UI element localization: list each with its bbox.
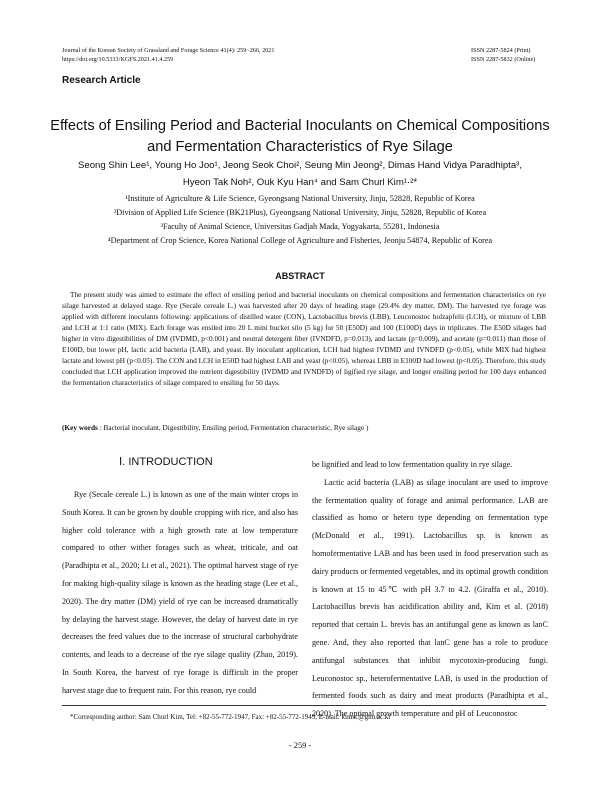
- intro-paragraph-1: Rye (Secale cereale L.) is known as one of the main winter crops in South Korea. It can be grown by double cropping with rice, and also has higher cold tolerance with a high growth rate at low temperature compared to other wither forages such as wheat, triticale, and oat (Paradhipta et al., 2020; Li et al., 2021). The optimal harvest stage of rye for making high-quality silage is known as the heading stage (Lee et al., 2020). The dry matter (DM) yield of rye can be increased dramatically by delaying the harvest stage. However, the delay of harvest date in rye decreases the feed values due to the increase of structural carbohydrate contents, and leads to a decrease of the rye silage quality (Zhao, 2019). In South Korea, the harvest of rye forage is difficult in the proper harvest stage due to frequent rain. For this reason, rye could: [62, 490, 298, 695]
- issn-block: [471, 47, 551, 64]
- affiliation-4: ⁴Department of Crop Science, Korea National College of Agriculture and Fisheries, Jeonju 54874, Republic of Korea: [107, 236, 493, 245]
- title-line-2: and Fermentation Characteristics of Rye Silage: [147, 139, 453, 155]
- affiliation-2: ²Division of Applied Life Science (BK21Plus), Gyeongsang National University, Jinju, 52828, Republic of Korea: [113, 208, 487, 217]
- intro-paragraph-continued: be lignified and lead to low fermentation quality in rye silage.: [312, 460, 513, 469]
- footnote-divider: [62, 705, 546, 706]
- corresponding-author-footnote: *Corresponding author: Sam Churl Kim, Tel: +82-55-772-1947, Fax: +82-55-772-1949, E-mail: kimsc@gnu.ac.kr: [70, 713, 391, 721]
- affiliation-1: ¹Institute of Agriculture & Life Science, Gyeongsang National University, Jinju, 52828, Republic of Korea: [125, 194, 475, 203]
- authors-line-1: Seong Shin Lee¹, Young Ho Joo¹, Jeong Seok Choi², Seung Min Jeong², Dimas Hand Vidya Paradhipta³,: [77, 160, 523, 171]
- right-column: [312, 456, 548, 723]
- abstract-body: The present study was aimed to estimate the effect of ensiling period and bacterial inoculants on chemical compositions and fermentation characteristics on rye silage harvested at delayed stage. Rye (Secale cereale L.) was harvested after 20 days of heading stage (29.4% dry matter, DM). The harvested rye forage was applied with different inoculants following: applications of distilled water (CON), Lactobacillus brevis (LBB), Leuconostoc holzapfelii (LCH), or mixture of LBB and LCH at 1:1 ratio (MIX). Each forage was ensiled into 20 L mini bucket silo (5 kg) for 50 (E50D) and 100 (E100D) days in triplicates. The E50D silages had higher in vitro digestibilities of DM (IVDMD, p<0.001) and neutral detergent fiber (IVNDFD, p=0.013), and lactate (p=0.009), and acetate (p=0.011) than those of E100D, but lower pH, lactic acid bacteria (LAB), and yeast. By inoculant application, LCH had highest IVDMD and IVNDFD (p<0.05), while MIX had highest lactate and lowest pH (p<0.05). The CON and LCH in E50D had highest LAB and yeast (p<0.05), whereas LBB in E100D had lowest (p<0.05). Therefore, this study concluded that LCH application improved the nutrient digestibility (IVDMD and IVNDFD) of ligified rye silage, and longer ensiling period for 100 days enhanced the fermentation characteristics of silage compared to ensiling for 50 days.: [62, 290, 546, 387]
- affiliation-3: ³Faculty of Animal Science, Universitas Gadjah Mada, Yogyakarta, 55281, Indonesia: [160, 222, 440, 231]
- author-list: [40, 157, 560, 191]
- authors-line-2: Hyeon Tak Noh², Ouk Kyu Han⁴ and Sam Churl Kim¹·²*: [182, 177, 418, 188]
- issn-online: ISSN 2287-5832 (Online): [471, 55, 536, 63]
- paper-title: [40, 116, 560, 158]
- section-heading-introduction: Ⅰ. INTRODUCTION: [119, 456, 213, 468]
- article-type: Research Article: [62, 75, 141, 86]
- journal-header: [62, 47, 274, 64]
- keywords: [62, 423, 546, 432]
- keywords-label: (Key words: [62, 423, 98, 432]
- doi-link[interactable]: https://doi.org/10.5333/KGFS.2021.41.4.259: [62, 55, 174, 63]
- keywords-list: : Bacterial inoculant, Digestibility, Ensiling period, Fermentation characteristic, Rye silage ): [99, 423, 369, 432]
- issn-print: ISSN 2287-5824 (Print): [471, 47, 531, 54]
- intro-paragraph-2: Lactic acid bacteria (LAB) as silage inoculant are used to improve the fermentation quality of forage and animal performance. LAB are classified as homo or hetero type depending on fermentation type (McDonald et al., 1991). Lactobacillus sp. is known as homofermentative LAB and has been used in food preservation such as dairy products or fermented vegetables, and its optimal growth condition is known at 15 to 45℃ with pH 3.7 to 4.2. (Giraffa et al., 2010). Lactobacillus brevis has acidification ability and, Kim et al. (2018) reported that certain L. brevis has an antifungal gene as known as lanC gene. And, they also reported that lanC gene has a role to produce antifungal substances that inhibit mycotoxin-producing fungi. Leuconostoc sp., heterofermentative LAB, is used in the production of fermented foods such as dairy and meat products (Paradhipta et al., 2020). The optimal growth temperature and pH of Leuconostoc: [312, 477, 549, 719]
- page-number: - 259 -: [288, 740, 312, 750]
- title-line-1: Effects of Ensiling Period and Bacterial Inoculants on Chemical Compositions: [50, 118, 550, 134]
- abstract-heading: ABSTRACT: [275, 271, 325, 281]
- left-column: [62, 486, 298, 700]
- journal-citation: Journal of the Korean Society of Grassland and Forage Science 41(4): 259~266, 2021: [62, 47, 275, 54]
